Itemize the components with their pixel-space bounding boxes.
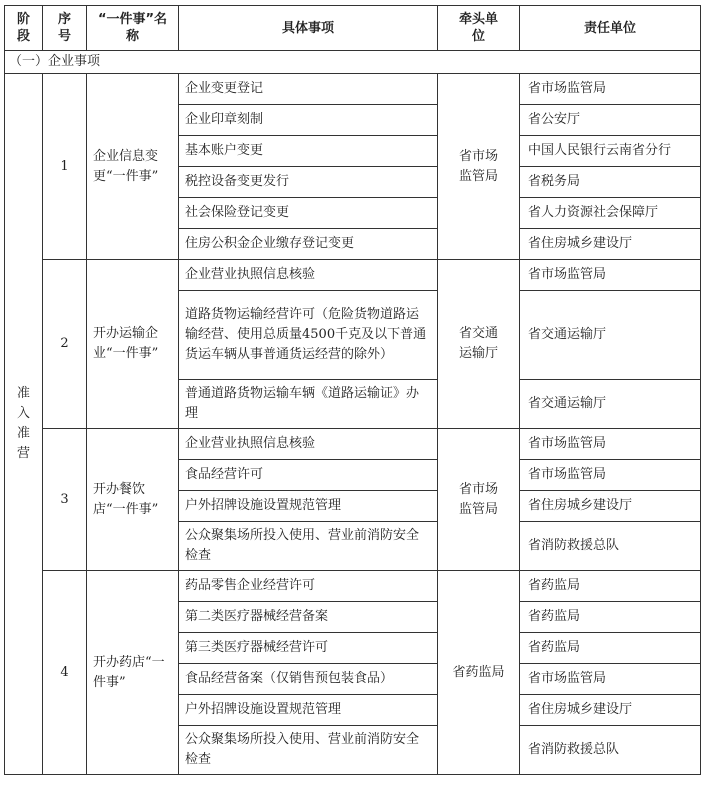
- item-cell: 普通道路货物运输车辆《道路运输证》办理: [179, 380, 438, 429]
- unit-cell: 省市场监管局: [520, 664, 701, 695]
- unit-cell: 省交通运输厅: [520, 291, 701, 380]
- unit-cell: 省市场监管局: [520, 74, 701, 105]
- header-item: 具体事项: [179, 6, 438, 51]
- lead-cell: 省市场监管局: [438, 74, 520, 260]
- unit-cell: 省市场监管局: [520, 429, 701, 460]
- header-name: “一件事”名称: [87, 6, 179, 51]
- item-cell: 道路货物运输经营许可（危险货物道路运输经营、使用总质量4500千克及以下普通货运车辆从事普通货运经营的除外）: [179, 291, 438, 380]
- seq-cell: 4: [43, 571, 87, 775]
- header-seq: 序号: [43, 6, 87, 51]
- seq-cell: 1: [43, 74, 87, 260]
- matters-table: [4, 5, 701, 775]
- header-stage: 阶段: [5, 6, 43, 51]
- lead-cell: 省药监局: [438, 571, 520, 775]
- table-row: [5, 260, 701, 291]
- stage-cell: [5, 74, 43, 775]
- unit-cell: 省住房城乡建设厅: [520, 695, 701, 726]
- name-cell: 开办运输企业“一件事”: [87, 260, 179, 429]
- header-lead: 牵头单位: [438, 6, 520, 51]
- lead-cell: 省交通运输厅: [438, 260, 520, 429]
- lead-cell: 省市场监管局: [438, 429, 520, 571]
- unit-cell: 省市场监管局: [520, 460, 701, 491]
- item-cell: 企业变更登记: [179, 74, 438, 105]
- item-cell: 公众聚集场所投入使用、营业前消防安全检查: [179, 522, 438, 571]
- seq-cell: 2: [43, 260, 87, 429]
- name-cell: 开办餐饮店“一件事”: [87, 429, 179, 571]
- unit-cell: 省人力资源社会保障厅: [520, 198, 701, 229]
- section-row: [5, 51, 701, 74]
- unit-cell: 省公安厅: [520, 105, 701, 136]
- item-cell: 食品经营备案（仅销售预包装食品）: [179, 664, 438, 695]
- unit-cell: 省药监局: [520, 571, 701, 602]
- unit-cell: 省住房城乡建设厅: [520, 229, 701, 260]
- unit-cell: 省市场监管局: [520, 260, 701, 291]
- table-row: [5, 571, 701, 602]
- unit-cell: 省药监局: [520, 602, 701, 633]
- item-cell: 公众聚集场所投入使用、营业前消防安全检查: [179, 726, 438, 775]
- seq-cell: 3: [43, 429, 87, 571]
- header-row: [5, 6, 701, 51]
- item-cell: 社会保险登记变更: [179, 198, 438, 229]
- name-cell: 开办药店“一件事”: [87, 571, 179, 775]
- item-cell: 企业营业执照信息核验: [179, 260, 438, 291]
- item-cell: 第二类医疗器械经营备案: [179, 602, 438, 633]
- item-cell: 户外招牌设施设置规范管理: [179, 695, 438, 726]
- unit-cell: 省药监局: [520, 633, 701, 664]
- item-cell: 基本账户变更: [179, 136, 438, 167]
- item-cell: 企业营业执照信息核验: [179, 429, 438, 460]
- item-cell: 企业印章刻制: [179, 105, 438, 136]
- table-row: [5, 74, 701, 105]
- item-cell: 食品经营许可: [179, 460, 438, 491]
- item-cell: 第三类医疗器械经营许可: [179, 633, 438, 664]
- unit-cell: 省消防救援总队: [520, 522, 701, 571]
- name-cell: 企业信息变更“一件事”: [87, 74, 179, 260]
- unit-cell: 省消防救援总队: [520, 726, 701, 775]
- item-cell: 住房公积金企业缴存登记变更: [179, 229, 438, 260]
- unit-cell: 省交通运输厅: [520, 380, 701, 429]
- item-cell: 税控设备变更发行: [179, 167, 438, 198]
- unit-cell: 中国人民银行云南省分行: [520, 136, 701, 167]
- stage-label: 准入准营: [16, 386, 30, 461]
- item-cell: 户外招牌设施设置规范管理: [179, 491, 438, 522]
- item-cell: 药品零售企业经营许可: [179, 571, 438, 602]
- unit-cell: 省住房城乡建设厅: [520, 491, 701, 522]
- section-title: （一）企业事项: [5, 51, 701, 74]
- header-resp: 责任单位: [520, 6, 701, 51]
- unit-cell: 省税务局: [520, 167, 701, 198]
- table-row: [5, 429, 701, 460]
